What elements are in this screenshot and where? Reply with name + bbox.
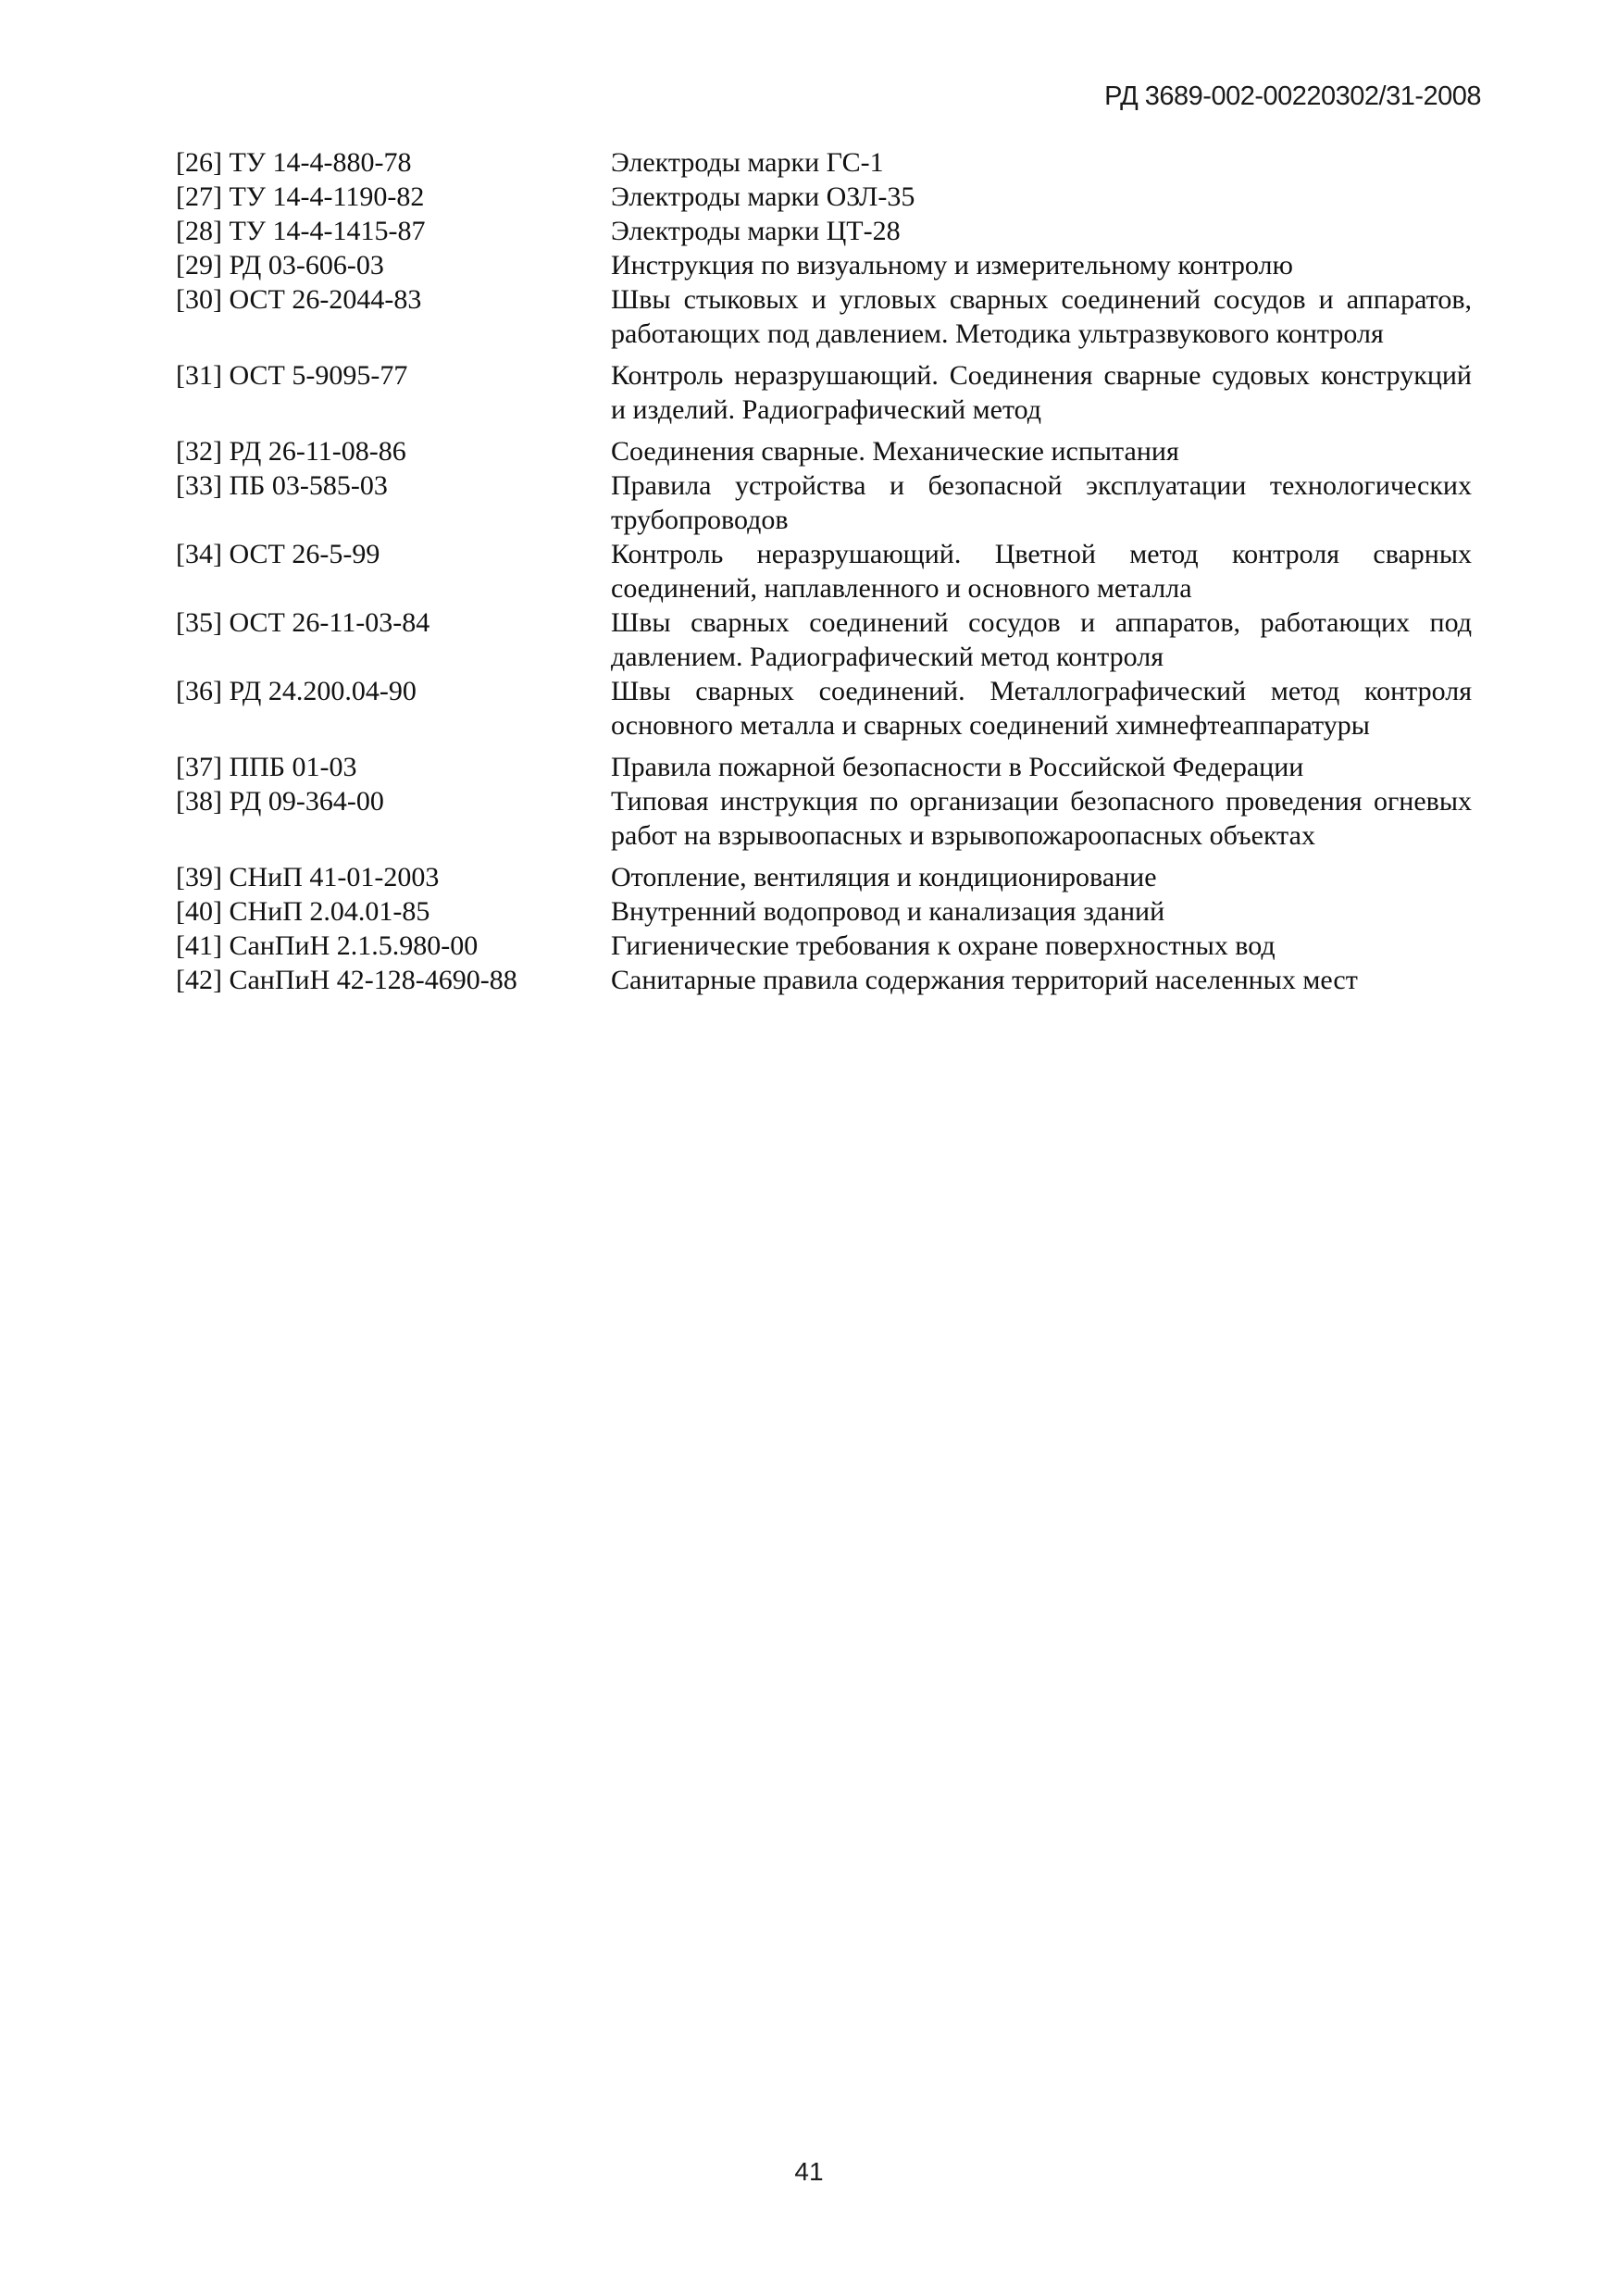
reference-title: Соединения сварные. Механические испытания [611,436,1179,467]
reference-item [176,605,1481,674]
reference-item [176,750,1481,784]
reference-item [176,674,1481,742]
reference-code: [33] ПБ 03-585-03 [176,470,388,501]
reference-code: [37] ППБ 01-03 [176,752,357,782]
reference-item [176,434,1481,468]
reference-code: [38] РД 09-364-00 [176,786,384,817]
reference-title: Правила устройства и безопасной эксплуатации технологических трубопроводов [611,470,1472,535]
reference-title: Швы стыковых и угловых сварных соединений сосудов и аппаратов, работающих под давлением. Методика ультразвукового контроля [611,284,1472,349]
reference-item [176,860,1481,894]
reference-title: Контроль неразрушающий. Соединения сварные судовых конструкций и изделий. Радиографический метод [611,360,1472,425]
reference-item [176,537,1481,605]
reference-title: Швы сварных соединений. Металлографический метод контроля основного металла и сварных соединений химнефтеаппаратуры [611,676,1472,741]
reference-code: [32] РД 26-11-08-86 [176,436,406,467]
reference-item [176,358,1481,427]
reference-title: Санитарные правила содержания территорий населенных мест [611,965,1358,995]
reference-item [176,929,1481,963]
reference-title: Электроды марки ОЗЛ-35 [611,181,915,212]
reference-code: [39] СНиП 41-01-2003 [176,862,440,892]
reference-title: Типовая инструкция по организации безопасного проведения огневых работ на взрывоопасных и взрывопожароопасных объектах [611,786,1472,851]
reference-item [176,784,1481,853]
reference-code: [31] ОСТ 5-9095-77 [176,360,408,391]
reference-item [176,894,1481,929]
reference-code: [36] РД 24.200.04-90 [176,676,417,706]
page-number: 41 [794,2157,824,2186]
reference-title: Инструкция по визуальному и измерительному контролю [611,250,1293,281]
reference-item [176,282,1481,351]
reference-item [176,248,1481,282]
reference-title: Внутренний водопровод и канализация зданий [611,896,1165,927]
reference-code: [28] ТУ 14-4-1415-87 [176,216,426,246]
reference-title: Электроды марки ГС-1 [611,147,884,178]
reference-item [176,180,1481,214]
reference-item [176,963,1481,997]
reference-title: Швы сварных соединений сосудов и аппаратов, работающих под давлением. Радиографический метод контроля [611,607,1472,672]
reference-code: [35] ОСТ 26-11-03-84 [176,607,430,638]
reference-title: Гигиенические требования к охране поверхностных вод [611,930,1276,961]
reference-title: Правила пожарной безопасности в Российской Федерации [611,752,1304,782]
reference-code: [40] СНиП 2.04.01-85 [176,896,430,927]
reference-code: [30] ОСТ 26-2044-83 [176,284,422,315]
reference-code: [27] ТУ 14-4-1190-82 [176,181,425,212]
reference-code: [41] СанПиН 2.1.5.980-00 [176,930,479,961]
reference-item [176,145,1481,180]
reference-code: [42] СанПиН 42-128-4690-88 [176,965,517,995]
reference-title: Отопление, вентиляция и кондиционирование [611,862,1157,892]
reference-code: [34] ОСТ 26-5-99 [176,539,380,569]
reference-item [176,468,1481,537]
reference-code: [29] РД 03-606-03 [176,250,384,281]
reference-item [176,214,1481,248]
reference-code: [26] ТУ 14-4-880-78 [176,147,412,178]
reference-list [176,145,1481,997]
document-code: РД 3689-002-00220302/31-2008 [1104,81,1481,111]
reference-title: Контроль неразрушающий. Цветной метод контроля сварных соединений, наплавленного и основного металла [611,539,1472,604]
reference-title: Электроды марки ЦТ-28 [611,216,901,246]
